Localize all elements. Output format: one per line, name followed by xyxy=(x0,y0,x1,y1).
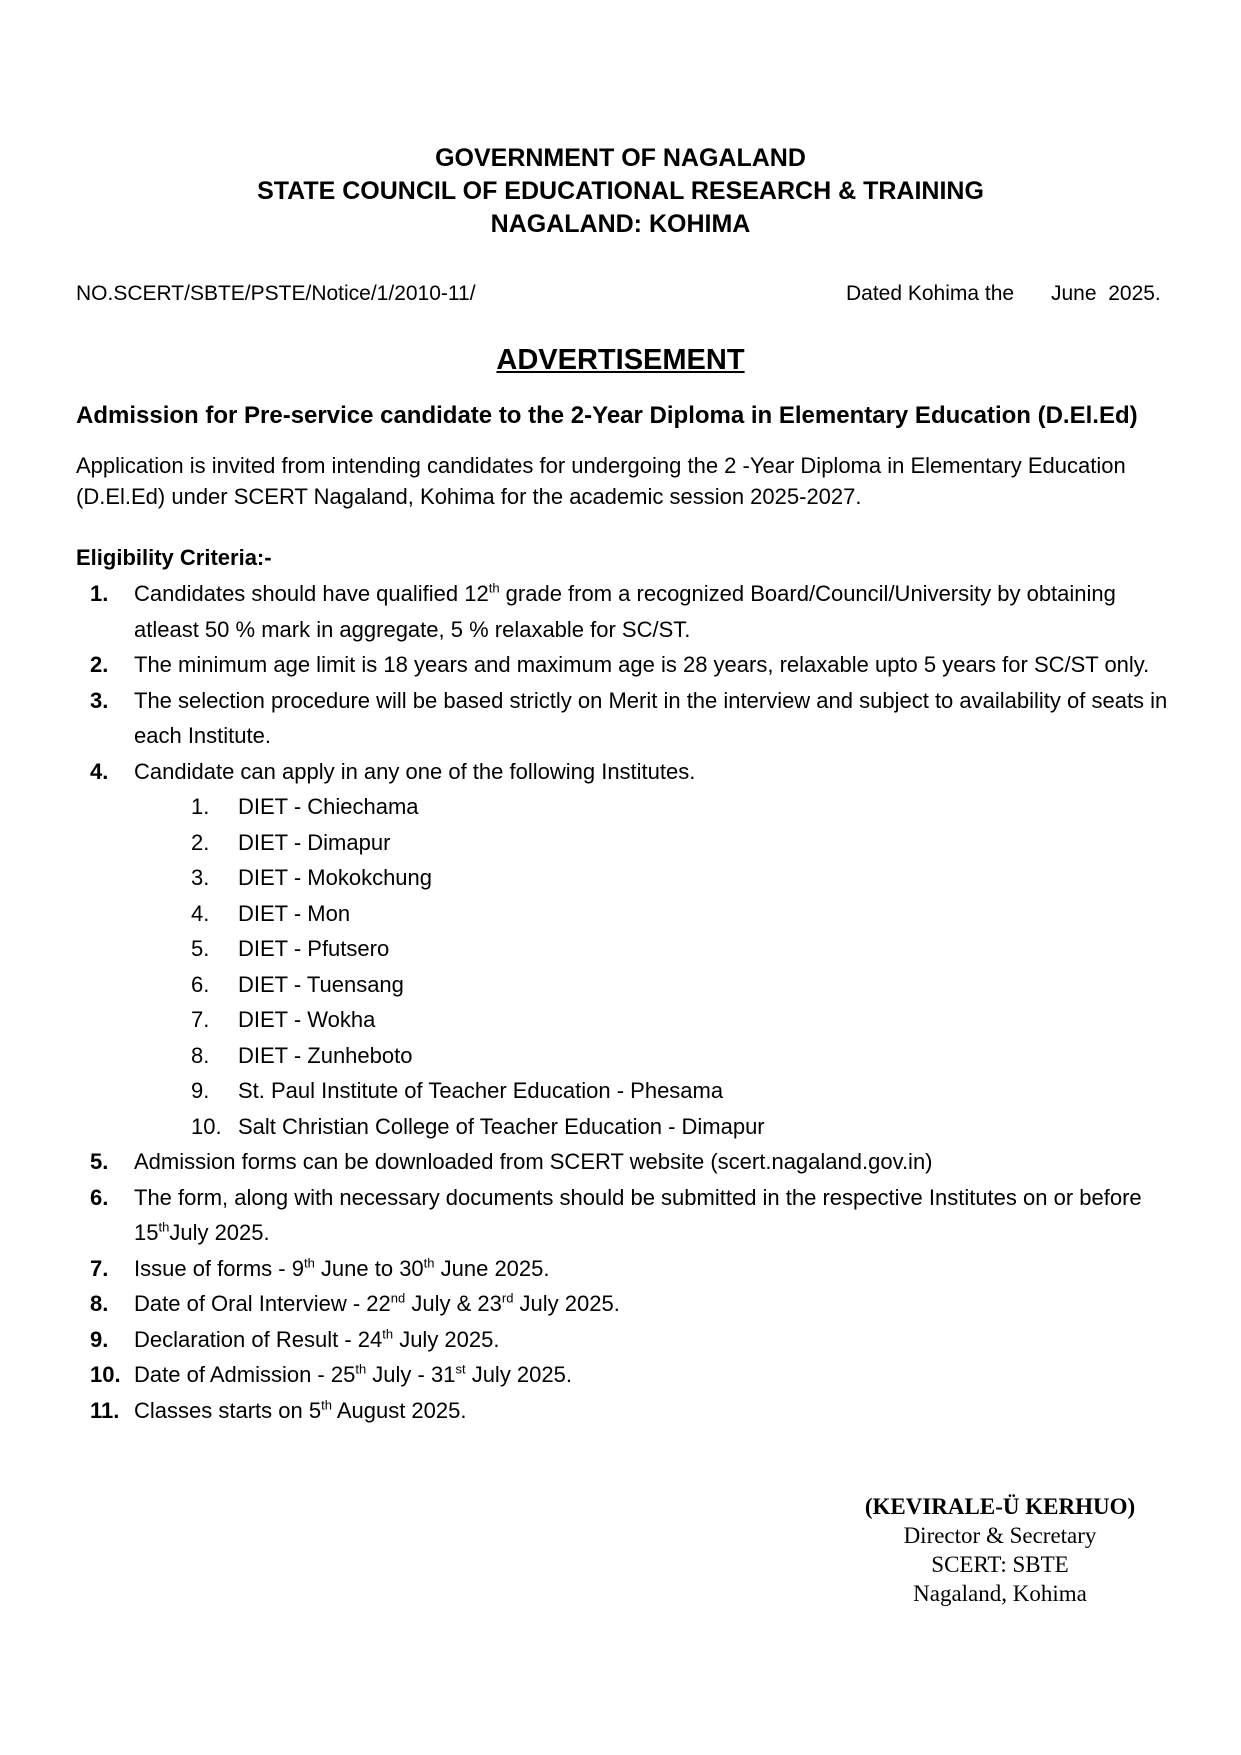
institute-number: 8. xyxy=(191,1042,210,1068)
item-number: 11. xyxy=(90,1397,120,1423)
criteria-item xyxy=(76,1180,1186,1251)
item-number: 1. xyxy=(90,581,109,606)
criteria-item xyxy=(76,754,1186,790)
institute-item xyxy=(76,789,1186,825)
letterhead xyxy=(0,142,1241,241)
institute-name: DIET - Wokha xyxy=(238,1007,376,1032)
institute-number: 9. xyxy=(191,1078,210,1103)
dated-label: Dated Kohima the xyxy=(846,282,1015,305)
criteria-list xyxy=(76,576,1186,1428)
header-government: GOVERNMENT OF NAGALAND xyxy=(435,144,806,172)
item-text: June to 30 xyxy=(314,1255,424,1281)
superscript: th xyxy=(303,1255,315,1271)
item-text: Candidates should have qualified 12 xyxy=(134,581,489,606)
item-text: The minimum age limit is 18 years and maximum age is 28 years, relaxable upto 5 years for SC/ST only. xyxy=(134,652,1150,677)
item-text: Admission forms can be downloaded from SCERT website (scert.nagaland.gov.in) xyxy=(134,1149,933,1174)
institute-item xyxy=(76,1109,1186,1145)
item-text: Date of Oral Interview - 22 xyxy=(134,1291,391,1316)
item-text: July - 31 xyxy=(366,1362,456,1387)
dated-month-year: June 2025. xyxy=(1051,282,1161,305)
criteria-item xyxy=(76,683,1186,754)
superscript: th xyxy=(321,1397,332,1413)
superscript: st xyxy=(455,1361,466,1377)
criteria-item xyxy=(76,1357,1186,1393)
item-number: 9. xyxy=(90,1326,109,1352)
criteria-item xyxy=(76,1393,1186,1429)
institute-number: 3. xyxy=(191,865,210,890)
item-text: June 2025. xyxy=(434,1255,550,1281)
signatory-place: Nagaland, Kohima xyxy=(913,1581,1087,1606)
item-text: July 2025. xyxy=(169,1220,270,1245)
item-number: 10. xyxy=(90,1362,121,1387)
superscript: th xyxy=(158,1219,170,1235)
signatory-designation: Director & Secretary xyxy=(903,1523,1097,1548)
institute-name: DIET - Chiechama xyxy=(238,794,419,819)
item-number: 6. xyxy=(90,1184,109,1210)
signature-block xyxy=(840,1492,1160,1608)
institute-name: DIET - Mon xyxy=(238,900,351,926)
criteria-item xyxy=(76,1322,1186,1358)
signatory-office: SCERT: SBTE xyxy=(931,1552,1069,1577)
superscript: nd xyxy=(390,1290,406,1306)
criteria-item xyxy=(76,1251,1186,1287)
institute-name: DIET - Mokokchung xyxy=(238,865,433,890)
subject-line: Admission for Pre-service candidate to the 2-Year Diploma in Elementary Education (D.El.Ed) xyxy=(76,402,1138,429)
criteria-item xyxy=(76,1286,1186,1322)
intro-paragraph: Application is invited from intending candidates for undergoing the 2 -Year Diploma in Elementary Education (D.El.Ed) under SCERT Nagaland, Kohima for the academic session 2025-2027. xyxy=(76,453,1126,509)
institute-name: Salt Christian College of Teacher Education - Dimapur xyxy=(238,1113,765,1139)
eligibility-heading: Eligibility Criteria:- xyxy=(76,545,272,570)
criteria-item xyxy=(76,647,1186,683)
advertisement-title: ADVERTISEMENT xyxy=(496,344,745,376)
institute-item xyxy=(76,1002,1186,1038)
item-number: 5. xyxy=(90,1149,109,1174)
institute-item xyxy=(76,825,1186,861)
institute-name: DIET - Zunheboto xyxy=(238,1042,413,1068)
institute-name: St. Paul Institute of Teacher Education - Phesama xyxy=(238,1078,724,1103)
item-text: Issue of forms - 9 xyxy=(134,1255,304,1281)
header-location: NAGALAND: KOHIMA xyxy=(490,210,751,238)
reference-number: NO.SCERT/SBTE/PSTE/Notice/1/2010-11/ xyxy=(76,282,476,305)
institute-number: 2. xyxy=(191,829,210,855)
item-text: July & 23 xyxy=(405,1291,502,1316)
institute-item xyxy=(76,896,1186,932)
institute-name: DIET - Tuensang xyxy=(238,971,404,997)
item-text: The form, along with necessary documents should be submitted in the respective Institutes on or before 15 xyxy=(134,1184,1142,1245)
header-council: STATE COUNCIL OF EDUCATIONAL RESEARCH & TRAINING xyxy=(257,177,984,205)
institute-item xyxy=(76,1073,1186,1109)
item-text: The selection procedure will be based strictly on Merit in the interview and subject to availability of seats in each Institute. xyxy=(134,687,1168,748)
institute-number: 5. xyxy=(191,936,210,961)
item-number: 7. xyxy=(90,1255,109,1281)
item-text: Declaration of Result - 24 xyxy=(134,1326,383,1352)
institute-item xyxy=(76,967,1186,1003)
item-text: July 2025. xyxy=(465,1362,572,1387)
item-text: August 2025. xyxy=(331,1397,467,1423)
superscript: th xyxy=(488,580,500,596)
signatory-name: (KEVIRALE-Ü KERHUO) xyxy=(864,1494,1136,1519)
superscript: th xyxy=(423,1255,435,1271)
institute-name: DIET - Pfutsero xyxy=(238,936,390,961)
superscript: th xyxy=(355,1361,367,1377)
institute-item xyxy=(76,860,1186,896)
item-number: 4. xyxy=(90,758,109,784)
item-number: 3. xyxy=(90,687,109,713)
item-text: grade from a recognized Board/Council/University by obtaining atleast 50 % mark in aggregate, 5 % relaxable for SC/ST. xyxy=(134,581,1116,642)
superscript: rd xyxy=(501,1290,514,1306)
item-text: Classes starts on 5 xyxy=(134,1397,322,1423)
item-text: July 2025. xyxy=(393,1326,500,1352)
superscript: th xyxy=(382,1326,394,1342)
item-number: 2. xyxy=(90,652,109,677)
institute-item xyxy=(76,931,1186,967)
institute-number: 10. xyxy=(191,1113,222,1139)
institute-number: 1. xyxy=(191,794,210,819)
criteria-item xyxy=(76,1144,1186,1180)
institute-number: 4. xyxy=(191,900,210,926)
item-number: 8. xyxy=(90,1291,109,1316)
institute-number: 6. xyxy=(191,971,210,997)
item-text: Candidate can apply in any one of the following Institutes. xyxy=(134,758,696,784)
criteria-item xyxy=(76,576,1186,647)
institute-number: 7. xyxy=(191,1007,210,1032)
institute-name: DIET - Dimapur xyxy=(238,829,391,855)
item-text: Date of Admission - 25 xyxy=(134,1362,356,1387)
item-text: July 2025. xyxy=(513,1291,620,1316)
institute-item xyxy=(76,1038,1186,1074)
